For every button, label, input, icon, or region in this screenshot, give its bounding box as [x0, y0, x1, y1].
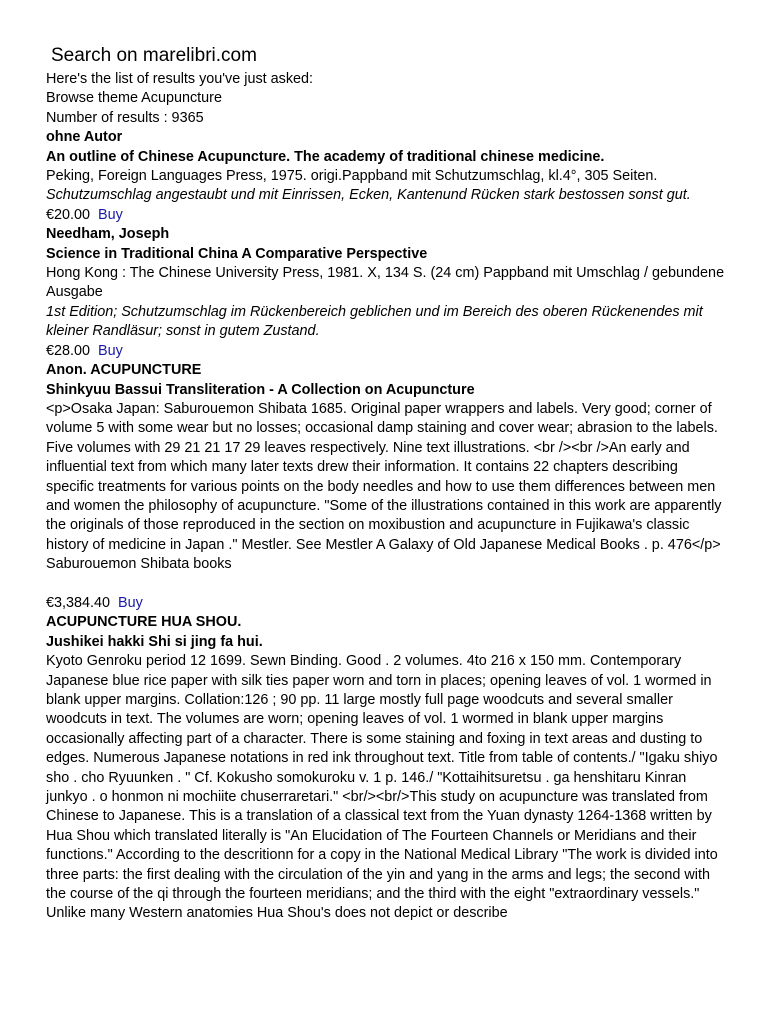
result-author: Needham, Joseph: [46, 226, 170, 243]
result-price-row: [46, 594, 726, 613]
site-title: Search on marelibri.com: [51, 45, 257, 66]
buy-link[interactable]: Buy: [98, 206, 123, 223]
result-condition: Schutzumschlag angestaubt und mit Einrissen, Ecken, Kantenund Rücken stark bestossen sonst gut.: [46, 187, 691, 204]
result-title: An outline of Chinese Acupuncture. The academy of traditional chinese medicine.: [46, 148, 605, 165]
spacer: [46, 575, 726, 594]
result-title: Science in Traditional China A Comparative Perspective: [46, 245, 428, 262]
intro-line-count: Number of results : 9365: [46, 109, 204, 126]
buy-link[interactable]: Buy: [118, 594, 143, 611]
intro-line-theme: Browse theme Acupuncture: [46, 90, 222, 107]
result-item: [46, 128, 726, 225]
result-price: €28.00: [46, 342, 91, 359]
result-author: ohne Autor: [46, 129, 123, 146]
result-details: <p>Osaka Japan: Saburouemon Shibata 1685. Original paper wrappers and labels. Very good; corner of volume 5 with some wear but no losses; occasional damp staining and cover wear; abrasion to the labels. Five volumes with 29 21 21 17 29 leaves respectively. Nine text illustrations. <br /><br />An early and influential text from which many later texts drew their information. It contains 22 chapters describing specific treatments for various points on the body needles and how to use them differences between men and women the philosophy of acupuncture. "Some of the illustrations contained in this work are apparently the originals of those reproduced in the section on moxibustion and acupuncture in Fujikawa's classic history of medicine in Japan ." Mestler. See Mestler A Galaxy of Old Japanese Medical Books . p. 476</p>: [46, 400, 722, 553]
result-title: Shinkyuu Bassui Transliteration - A Collection on Acupuncture: [46, 381, 475, 398]
result-price-row: [46, 206, 726, 225]
result-price-row: [46, 342, 726, 361]
result-price: €20.00: [46, 206, 91, 223]
page-content: [46, 44, 726, 924]
result-details: Peking, Foreign Languages Press, 1975. origi.Pappband mit Schutzumschlag, kl.4°, 305 Seiten.: [46, 168, 658, 185]
result-details: Kyoto Genroku period 12 1699. Sewn Binding. Good . 2 volumes. 4to 216 x 150 mm. Contemporary Japanese blue rice paper with silk ties paper worn and torn in places; opening leaves of vol. 1 wormed in blank upper margins. Collation:126 ; 90 pp. 11 large mostly full page woodcuts and several smaller woodcuts in text. The volumes are worn; opening leaves of vol. 1 wormed in blank upper margins occasionally affecting part of a character. There is some staining and foxing in text areas and dusting to edges. Numerous Japanese notations in red ink throughout text. Title from table of contents./ "Igaku shiyo sho . cho Ryuunken . " Cf. Kokusho somokuroku v. 1 p. 146./ "Kottaihitsuretsu . ga henshitaru Kinran junkyo . o honmon ni mochiite chuserraretari." <br/><br/>This study on acupuncture was translated from Chinese to Japanese. This is a translation of a classical text from the Yuan dynasty 1264-1368 written by Hua Shou which translated literally is "An Elucidation of The Fourteen Channels or Meridians and their functions." According to the descritionn for a copy in the National Medical Library "The work is divided into three parts: the first dealing with the circulation of the yin and yang in the arms and legs; the second with the course of the qi through the fourteen meridians; and the third with the eight "extraordinary vessels." Unlike many Western anatomies Hua Shou's does not depict or describe: [46, 653, 718, 922]
result-details: Hong Kong : The Chinese University Press, 1981. X, 134 S. (24 cm) Pappband mit Umschlag / gebundene Ausgabe: [46, 265, 725, 301]
result-seller: Saburouemon Shibata books: [46, 556, 232, 573]
intro-line-results: Here's the list of results you've just asked:: [46, 71, 314, 87]
result-condition: 1st Edition; Schutzumschlag im Rückenbereich geblichen und im Bereich des oberen Rückenendes mit kleiner Randläsur; sonst in gutem Zustand.: [46, 303, 703, 340]
result-item: [46, 225, 726, 361]
result-price: €3,384.40: [46, 594, 111, 611]
result-item: [46, 613, 726, 924]
result-author: ACUPUNCTURE HUA SHOU.: [46, 614, 242, 631]
result-item: [46, 361, 726, 613]
result-title: Jushikei hakki Shi si jing fa hui.: [46, 633, 263, 650]
buy-link[interactable]: Buy: [98, 342, 123, 359]
result-author: Anon. ACUPUNCTURE: [46, 362, 202, 379]
